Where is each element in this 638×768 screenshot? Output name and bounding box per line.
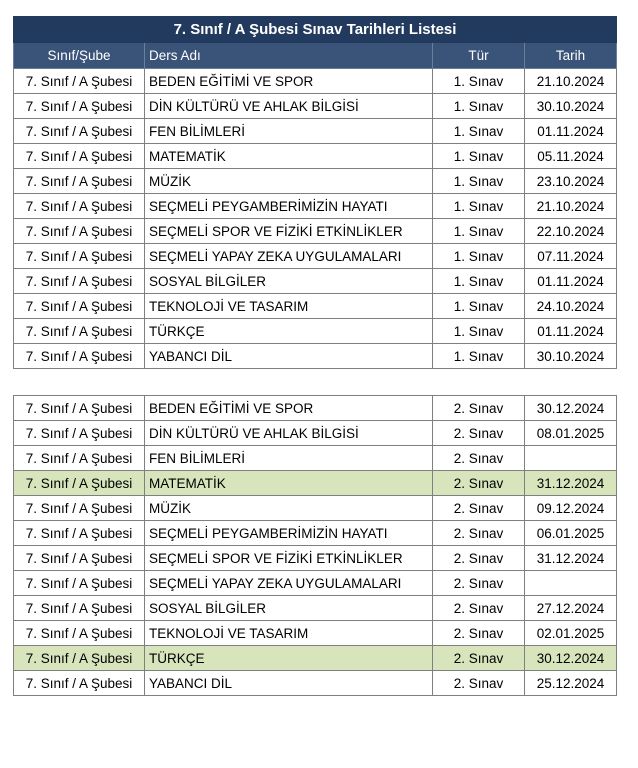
cell-sinif[interactable]: 7. Sınıf / A Şubesi (14, 319, 145, 344)
cell-tarih[interactable]: 05.11.2024 (525, 144, 617, 169)
cell-tarih[interactable]: 01.11.2024 (525, 269, 617, 294)
second-exam-table (13, 395, 617, 696)
cell-tarih[interactable]: 24.10.2024 (525, 294, 617, 319)
cell-sinif[interactable]: 7. Sınıf / A Şubesi (14, 446, 145, 471)
table-row (14, 596, 617, 621)
table-row (14, 621, 617, 646)
cell-tur[interactable]: 2. Sınav (433, 396, 525, 421)
cell-tur[interactable]: 2. Sınav (433, 571, 525, 596)
table-row (14, 571, 617, 596)
cell-tur[interactable]: 2. Sınav (433, 446, 525, 471)
table-row (14, 194, 617, 219)
cell-ders[interactable]: DİN KÜLTÜRÜ VE AHLAK BİLGİSİ (145, 94, 433, 119)
title-row (14, 17, 617, 43)
cell-tur[interactable]: 2. Sınav (433, 546, 525, 571)
cell-tarih[interactable]: 27.12.2024 (525, 596, 617, 621)
exam-schedule-table (13, 16, 617, 369)
cell-sinif[interactable]: 7. Sınıf / A Şubesi (14, 169, 145, 194)
cell-ders[interactable]: BEDEN EĞİTİMİ VE SPOR (145, 69, 433, 94)
cell-tarih[interactable]: 31.12.2024 (525, 546, 617, 571)
cell-ders[interactable]: SEÇMELİ YAPAY ZEKA UYGULAMALARI (145, 244, 433, 269)
cell-sinif[interactable]: 7. Sınıf / A Şubesi (14, 219, 145, 244)
cell-tarih[interactable]: 09.12.2024 (525, 496, 617, 521)
cell-tarih[interactable]: 22.10.2024 (525, 219, 617, 244)
second-exam-rows (14, 396, 617, 696)
table-row (14, 219, 617, 244)
section-gap (13, 369, 616, 395)
header-ders[interactable]: Ders Adı (145, 43, 433, 69)
cell-sinif[interactable]: 7. Sınıf / A Şubesi (14, 471, 145, 496)
cell-ders[interactable]: SEÇMELİ YAPAY ZEKA UYGULAMALARI (145, 571, 433, 596)
table-row (14, 319, 617, 344)
cell-ders[interactable]: TÜRKÇE (145, 646, 433, 671)
header-row (14, 43, 617, 69)
cell-sinif[interactable]: 7. Sınıf / A Şubesi (14, 621, 145, 646)
cell-tarih[interactable]: 30.10.2024 (525, 344, 617, 369)
cell-tur[interactable]: 2. Sınav (433, 421, 525, 446)
table-row (14, 396, 617, 421)
cell-tur[interactable]: 1. Sınav (433, 194, 525, 219)
cell-sinif[interactable]: 7. Sınıf / A Şubesi (14, 194, 145, 219)
cell-ders[interactable]: FEN BİLİMLERİ (145, 119, 433, 144)
cell-ders[interactable]: SEÇMELİ PEYGAMBERİMİZİN HAYATI (145, 194, 433, 219)
cell-ders[interactable]: TÜRKÇE (145, 319, 433, 344)
cell-tur[interactable]: 2. Sınav (433, 471, 525, 496)
header-sinif[interactable]: Sınıf/Şube (14, 43, 145, 69)
cell-sinif[interactable]: 7. Sınıf / A Şubesi (14, 294, 145, 319)
table-row (14, 671, 617, 696)
cell-tarih[interactable]: 01.11.2024 (525, 319, 617, 344)
cell-sinif[interactable]: 7. Sınıf / A Şubesi (14, 521, 145, 546)
cell-tur[interactable]: 2. Sınav (433, 521, 525, 546)
cell-sinif[interactable]: 7. Sınıf / A Şubesi (14, 671, 145, 696)
cell-sinif[interactable]: 7. Sınıf / A Şubesi (14, 94, 145, 119)
cell-tur[interactable]: 1. Sınav (433, 319, 525, 344)
cell-ders[interactable]: SOSYAL BİLGİLER (145, 596, 433, 621)
cell-ders[interactable]: BEDEN EĞİTİMİ VE SPOR (145, 396, 433, 421)
cell-tur[interactable]: 2. Sınav (433, 596, 525, 621)
table-row (14, 521, 617, 546)
cell-tur[interactable]: 2. Sınav (433, 621, 525, 646)
cell-ders[interactable]: MÜZİK (145, 496, 433, 521)
cell-tarih[interactable]: 02.01.2025 (525, 621, 617, 646)
cell-sinif[interactable]: 7. Sınıf / A Şubesi (14, 571, 145, 596)
cell-ders[interactable]: YABANCI DİL (145, 671, 433, 696)
cell-tarih[interactable]: 21.10.2024 (525, 194, 617, 219)
cell-tur[interactable]: 1. Sınav (433, 94, 525, 119)
cell-sinif[interactable]: 7. Sınıf / A Şubesi (14, 546, 145, 571)
cell-ders[interactable]: DİN KÜLTÜRÜ VE AHLAK BİLGİSİ (145, 421, 433, 446)
cell-sinif[interactable]: 7. Sınıf / A Şubesi (14, 144, 145, 169)
cell-tarih[interactable]: 30.10.2024 (525, 94, 617, 119)
table-row (14, 421, 617, 446)
cell-tarih[interactable]: 01.11.2024 (525, 119, 617, 144)
header-tarih[interactable]: Tarih (525, 43, 617, 69)
cell-tur[interactable]: 2. Sınav (433, 646, 525, 671)
table-row (14, 169, 617, 194)
table-row (14, 446, 617, 471)
cell-tur[interactable]: 1. Sınav (433, 144, 525, 169)
cell-ders[interactable]: TEKNOLOJİ VE TASARIM (145, 621, 433, 646)
cell-sinif[interactable]: 7. Sınıf / A Şubesi (14, 119, 145, 144)
table-row (14, 344, 617, 369)
cell-tur[interactable]: 1. Sınav (433, 219, 525, 244)
cell-sinif[interactable]: 7. Sınıf / A Şubesi (14, 596, 145, 621)
table-row (14, 294, 617, 319)
table-row (14, 244, 617, 269)
cell-tur[interactable]: 2. Sınav (433, 671, 525, 696)
cell-tarih[interactable]: 30.12.2024 (525, 646, 617, 671)
cell-sinif[interactable]: 7. Sınıf / A Şubesi (14, 269, 145, 294)
cell-ders[interactable]: TEKNOLOJİ VE TASARIM (145, 294, 433, 319)
cell-tarih[interactable] (525, 571, 617, 596)
cell-tur[interactable]: 1. Sınav (433, 119, 525, 144)
cell-tarih[interactable]: 08.01.2025 (525, 421, 617, 446)
cell-sinif[interactable]: 7. Sınıf / A Şubesi (14, 244, 145, 269)
cell-tarih[interactable]: 21.10.2024 (525, 69, 617, 94)
cell-tarih[interactable]: 23.10.2024 (525, 169, 617, 194)
cell-ders[interactable]: YABANCI DİL (145, 344, 433, 369)
cell-tur[interactable]: 1. Sınav (433, 294, 525, 319)
cell-tarih[interactable]: 30.12.2024 (525, 396, 617, 421)
table-row (14, 546, 617, 571)
cell-tur[interactable]: 1. Sınav (433, 244, 525, 269)
exam-schedule-sheet (13, 16, 616, 696)
sheet-title: 7. Sınıf / A Şubesi Sınav Tarihleri Listesi (14, 17, 617, 43)
cell-tur[interactable]: 1. Sınav (433, 269, 525, 294)
table-row (14, 496, 617, 521)
table-row (14, 471, 617, 496)
first-exam-rows (14, 69, 617, 369)
cell-tur[interactable]: 1. Sınav (433, 344, 525, 369)
table-row (14, 119, 617, 144)
table-row (14, 269, 617, 294)
cell-ders[interactable]: MÜZİK (145, 169, 433, 194)
cell-sinif[interactable]: 7. Sınıf / A Şubesi (14, 344, 145, 369)
cell-tarih[interactable]: 25.12.2024 (525, 671, 617, 696)
cell-tarih[interactable]: 06.01.2025 (525, 521, 617, 546)
cell-tur[interactable]: 1. Sınav (433, 169, 525, 194)
cell-ders[interactable]: SEÇMELİ SPOR VE FİZİKİ ETKİNLİKLER (145, 546, 433, 571)
cell-tarih[interactable]: 07.11.2024 (525, 244, 617, 269)
table-row (14, 94, 617, 119)
cell-tur[interactable]: 1. Sınav (433, 69, 525, 94)
table-row (14, 144, 617, 169)
cell-ders[interactable]: MATEMATİK (145, 144, 433, 169)
cell-ders[interactable]: MATEMATİK (145, 471, 433, 496)
cell-ders[interactable]: SOSYAL BİLGİLER (145, 269, 433, 294)
cell-ders[interactable]: SEÇMELİ SPOR VE FİZİKİ ETKİNLİKLER (145, 219, 433, 244)
cell-tur[interactable]: 2. Sınav (433, 496, 525, 521)
table-row (14, 646, 617, 671)
cell-tarih[interactable] (525, 446, 617, 471)
cell-tarih[interactable]: 31.12.2024 (525, 471, 617, 496)
cell-sinif[interactable]: 7. Sınıf / A Şubesi (14, 396, 145, 421)
cell-sinif[interactable]: 7. Sınıf / A Şubesi (14, 69, 145, 94)
cell-sinif[interactable]: 7. Sınıf / A Şubesi (14, 646, 145, 671)
header-tur[interactable]: Tür (433, 43, 525, 69)
cell-sinif[interactable]: 7. Sınıf / A Şubesi (14, 496, 145, 521)
cell-ders[interactable]: FEN BİLİMLERİ (145, 446, 433, 471)
cell-ders[interactable]: SEÇMELİ PEYGAMBERİMİZİN HAYATI (145, 521, 433, 546)
table-row (14, 69, 617, 94)
cell-sinif[interactable]: 7. Sınıf / A Şubesi (14, 421, 145, 446)
